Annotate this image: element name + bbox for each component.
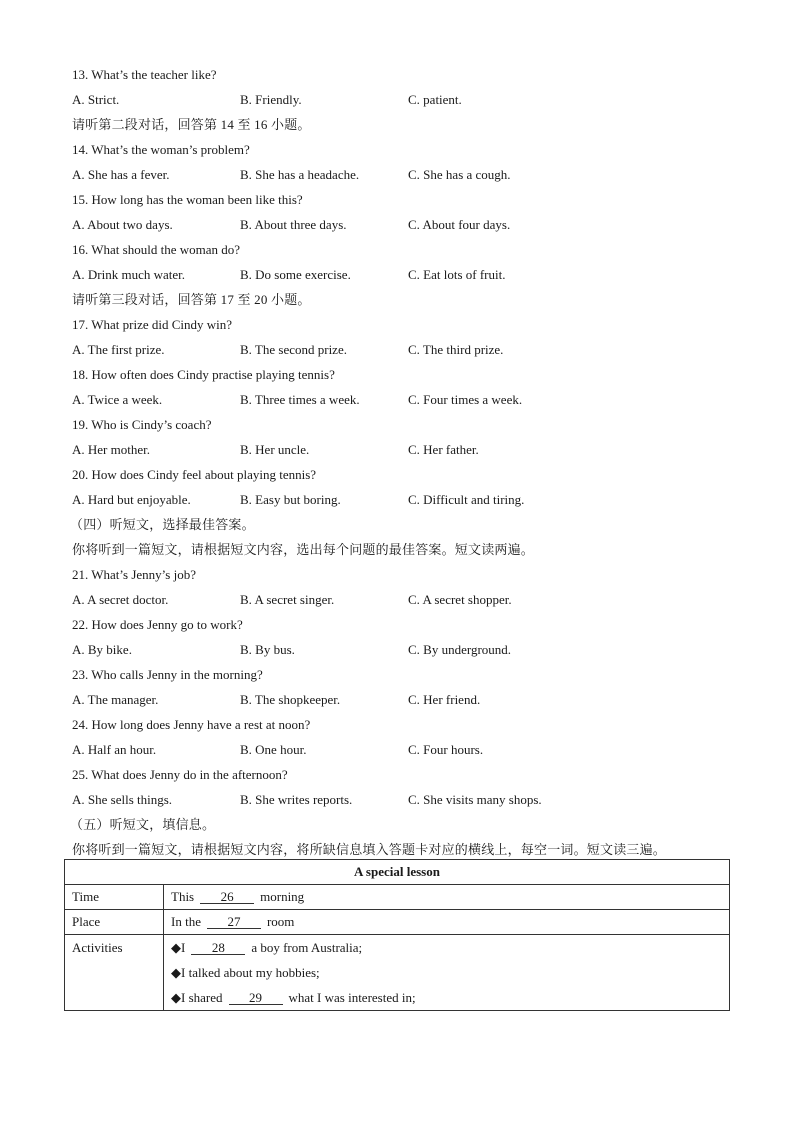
place-post: room <box>266 914 295 929</box>
time-value <box>164 885 730 910</box>
option-a: A. Half an hour. <box>72 742 157 757</box>
option-c: C. Four times a week. <box>408 392 523 407</box>
option-a: A. Strict. <box>72 92 120 107</box>
option-b: B. She writes reports. <box>240 792 353 807</box>
activity-1-post: a boy from Australia; <box>251 940 363 955</box>
time-pre: This <box>171 889 195 904</box>
options-23 <box>72 687 732 712</box>
option-c: C. A secret shopper. <box>408 592 512 607</box>
time-label: Time <box>65 885 164 910</box>
blank-27[interactable]: 27 <box>207 915 261 929</box>
option-b: B. Friendly. <box>240 92 302 107</box>
question-23: 23. Who calls Jenny in the morning? <box>72 667 263 682</box>
question-14: 14. What’s the woman’s problem? <box>72 142 250 157</box>
question-25: 25. What does Jenny do in the afternoon? <box>72 767 288 782</box>
option-a: A. She sells things. <box>72 792 173 807</box>
option-c: C. Eat lots of fruit. <box>408 267 506 282</box>
option-a: A. Her mother. <box>72 442 150 457</box>
options-14 <box>72 162 732 187</box>
option-a: A. Hard but enjoyable. <box>72 492 191 507</box>
option-a: A. About two days. <box>72 217 173 232</box>
blank-29[interactable]: 29 <box>229 991 283 1005</box>
options-25 <box>72 787 732 812</box>
activity-3-post: what I was interested in; <box>288 990 416 1005</box>
question-16: 16. What should the woman do? <box>72 242 241 257</box>
question-15: 15. How long has the woman been like this? <box>72 192 303 207</box>
options-21 <box>72 587 732 612</box>
option-c: C. She has a cough. <box>408 167 511 182</box>
option-a: A. Twice a week. <box>72 392 163 407</box>
activity-3-pre: ◆I shared <box>171 990 223 1005</box>
option-c: C. The third prize. <box>408 342 504 357</box>
option-c: C. By underground. <box>408 642 512 657</box>
question-20: 20. How does Cindy feel about playing tennis? <box>72 467 317 482</box>
option-c: C. She visits many shops. <box>408 792 542 807</box>
question-22: 22. How does Jenny go to work? <box>72 617 243 632</box>
option-c: C. About four days. <box>408 217 511 232</box>
activity-1 <box>171 935 722 960</box>
options-13 <box>72 87 732 112</box>
blank-26[interactable]: 26 <box>200 890 254 904</box>
options-15 <box>72 212 732 237</box>
option-b: B. By bus. <box>240 642 295 657</box>
options-17 <box>72 337 732 362</box>
options-20 <box>72 487 732 512</box>
option-b: B. The shopkeeper. <box>240 692 341 707</box>
table-title: A special lesson <box>65 860 730 885</box>
option-c: C. Her friend. <box>408 692 481 707</box>
option-a: A. The first prize. <box>72 342 165 357</box>
options-16 <box>72 262 732 287</box>
question-19: 19. Who is Cindy’s coach? <box>72 417 212 432</box>
place-label: Place <box>65 910 164 935</box>
time-post: morning <box>260 889 305 904</box>
table-row-time <box>65 885 730 910</box>
activities-value <box>164 935 730 1011</box>
place-pre: In the <box>171 914 201 929</box>
section-4-heading: （四）听短文，选择最佳答案。 <box>70 517 255 532</box>
option-b: B. One hour. <box>240 742 307 757</box>
option-b: B. About three days. <box>240 217 347 232</box>
table-row-place <box>65 910 730 935</box>
option-b: B. Her uncle. <box>240 442 310 457</box>
option-c: C. Difficult and tiring. <box>408 492 525 507</box>
question-21: 21. What’s Jenny’s job? <box>72 567 196 582</box>
options-22 <box>72 637 732 662</box>
table-row-activities <box>65 935 730 1011</box>
dialogue-3-instruction: 请听第三段对话，回答第 17 至 20 小题。 <box>72 292 311 307</box>
option-c: C. Four hours. <box>408 742 484 757</box>
section-5-instruction: 你将听到一篇短文，请根据短文内容，将所缺信息填入答题卡对应的横线上，每空一词。短文读三遍。 <box>72 842 667 857</box>
activity-1-pre: ◆I <box>171 940 186 955</box>
question-18: 18. How often does Cindy practise playing tennis? <box>72 367 335 382</box>
section-4-instruction: 你将听到一篇短文，请根据短文内容，选出每个问题的最佳答案。短文读两遍。 <box>72 542 535 557</box>
section-5-heading: （五）听短文，填信息。 <box>70 817 216 832</box>
activities-label: Activities <box>65 935 164 1011</box>
option-a: A. Drink much water. <box>72 267 186 282</box>
options-19 <box>72 437 732 462</box>
option-a: A. The manager. <box>72 692 159 707</box>
option-a: A. A secret doctor. <box>72 592 169 607</box>
question-24: 24. How long does Jenny have a rest at noon? <box>72 717 311 732</box>
option-c: C. patient. <box>408 92 462 107</box>
option-a: A. She has a fever. <box>72 167 170 182</box>
dialogue-2-instruction: 请听第二段对话，回答第 14 至 16 小题。 <box>72 117 311 132</box>
option-c: C. Her father. <box>408 442 479 457</box>
option-b: B. Easy but boring. <box>240 492 341 507</box>
blank-28[interactable]: 28 <box>191 941 245 955</box>
option-b: B. She has a headache. <box>240 167 360 182</box>
option-b: B. The second prize. <box>240 342 347 357</box>
option-a: A. By bike. <box>72 642 132 657</box>
question-17: 17. What prize did Cindy win? <box>72 317 233 332</box>
activity-3 <box>171 985 722 1010</box>
option-b: B. Do some exercise. <box>240 267 351 282</box>
place-value <box>164 910 730 935</box>
question-13: 13. What’s the teacher like? <box>72 67 217 82</box>
listening-questions <box>72 62 732 862</box>
options-24 <box>72 737 732 762</box>
options-18 <box>72 387 732 412</box>
option-b: B. Three times a week. <box>240 392 360 407</box>
activity-2: ◆I talked about my hobbies; <box>171 965 320 980</box>
special-lesson-table <box>64 859 730 1011</box>
option-b: B. A secret singer. <box>240 592 335 607</box>
